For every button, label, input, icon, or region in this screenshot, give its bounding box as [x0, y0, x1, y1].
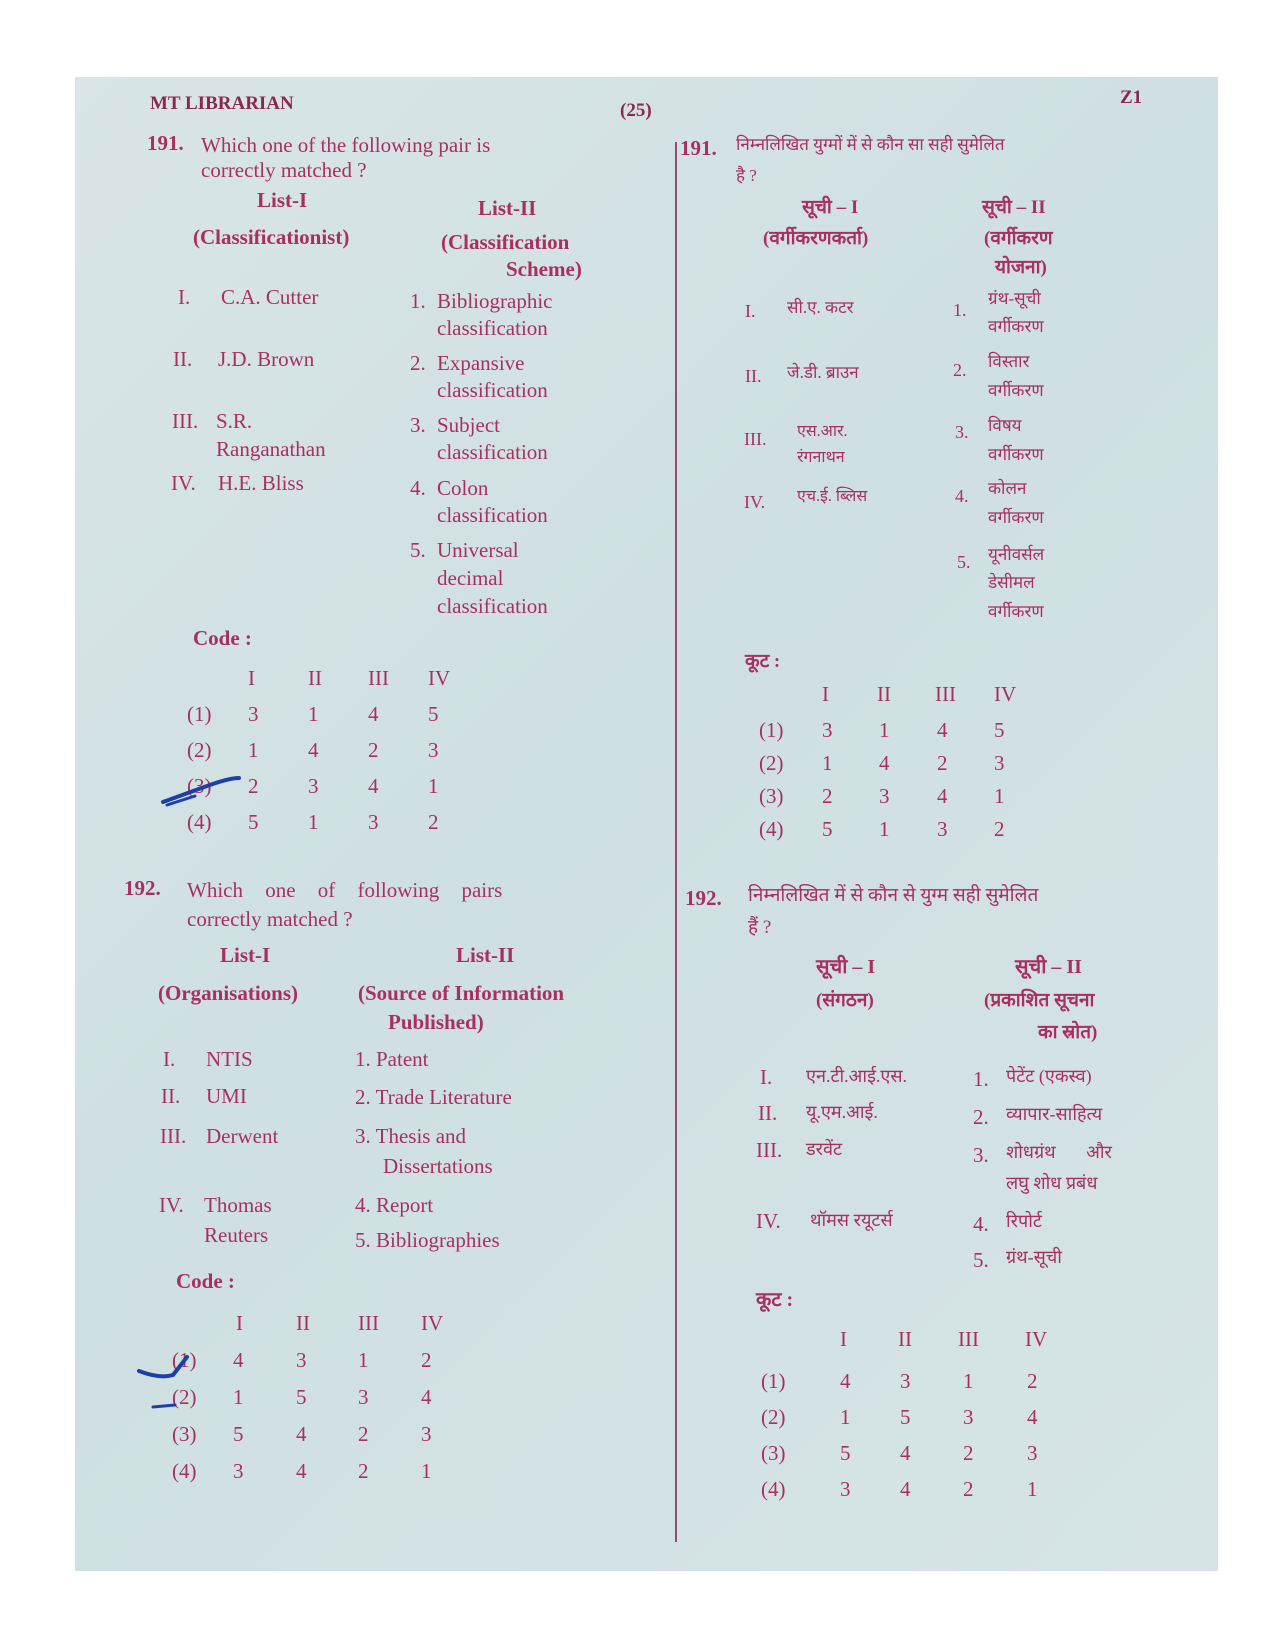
q191-right-1-num: 1. — [410, 289, 426, 313]
q191-code-row-2-col-0: (2) — [187, 738, 212, 762]
q191-stem-line1: Which one of the following pair is — [201, 133, 491, 157]
hq192-left-III-text: डरवेंट — [806, 1139, 843, 1159]
hq191-code-row-3-col-2: 3 — [879, 784, 890, 808]
hq191-left-III-text2: रंगनाथन — [797, 449, 845, 466]
hq191-right-3-num: 3. — [955, 422, 969, 442]
hq192-code-row-3-col-4: 3 — [1027, 1441, 1038, 1465]
q192-code-row-1-col-2: 3 — [296, 1348, 307, 1372]
hq191-code-head-I: I — [822, 682, 829, 706]
hq191-code-row-3-col-4: 1 — [994, 784, 1005, 808]
q192-left-II-text: UMI — [206, 1084, 247, 1108]
hq192-code-row-4-col-1: 3 — [840, 1477, 851, 1501]
hq192-code-head-II: II — [898, 1327, 912, 1351]
hq191-list1-title: सूची – I — [802, 197, 859, 218]
q191-code-row-1-col-0: (1) — [187, 702, 212, 726]
hq192-code-row-1-col-2: 3 — [900, 1369, 911, 1393]
q191-right-5-c: classification — [437, 594, 548, 618]
hq191-left-I-text: सी.ए. कटर — [787, 298, 854, 317]
q192-right-1: 1. Patent — [355, 1047, 429, 1071]
hq192-left-I-text: एन.टी.आई.एस. — [806, 1066, 908, 1086]
q191-list2-title: List-II — [478, 196, 537, 220]
q191-right-1-b: classification — [437, 316, 548, 340]
q192-left-III-text: Derwent — [206, 1124, 279, 1148]
hq191-code-row-4-col-2: 1 — [879, 817, 890, 841]
q192-list2-title: List-II — [456, 943, 515, 967]
hq191-code-head-II: II — [877, 682, 891, 706]
hq191-right-1-b: वर्गीकरण — [988, 317, 1044, 336]
hq192-code-head-III: III — [958, 1327, 979, 1351]
hq191-left-IV-text: एच.ई. ब्लिस — [797, 488, 868, 505]
q192-list2-subtitle-b: Published) — [388, 1010, 484, 1034]
q191-code-head-III: III — [368, 666, 389, 690]
hq192-left-I: I. — [760, 1065, 773, 1089]
hq191-left-IV: IV. — [744, 492, 766, 512]
q191-left-II-text: J.D. Brown — [218, 347, 315, 371]
hq192-code-row-1-col-3: 1 — [963, 1369, 974, 1393]
q192-left-I-text: NTIS — [206, 1047, 253, 1071]
q191-code-row-2-col-2: 4 — [308, 738, 319, 762]
q191-left-IV: IV. — [171, 471, 196, 495]
hq191-stem-line1: निम्नलिखित युग्मों में से कौन सा सही सुमेलित — [736, 135, 1005, 154]
hq192-left-II: II. — [758, 1101, 778, 1125]
hq191-left-II: II. — [745, 366, 762, 386]
hq192-right-4-num: 4. — [973, 1212, 989, 1236]
q191-number: 191. — [147, 131, 184, 155]
q191-code-row-1-col-1: 3 — [248, 702, 259, 726]
hq191-code-row-4-col-0: (4) — [759, 817, 784, 841]
hq191-right-2-b: वर्गीकरण — [988, 381, 1044, 400]
column-divider — [675, 142, 677, 1542]
hq192-code-row-1-col-0: (1) — [761, 1369, 786, 1393]
hq192-code-row-4-col-4: 1 — [1027, 1477, 1038, 1501]
hq192-code-row-3-col-2: 4 — [900, 1441, 911, 1465]
q191-code-row-1-col-3: 4 — [368, 702, 379, 726]
q191-code-head-I: I — [248, 666, 255, 690]
q192-code-row-4-col-4: 1 — [421, 1459, 432, 1483]
hq192-code-row-4-col-3: 2 — [963, 1477, 974, 1501]
q191-code-row-3-col-2: 3 — [308, 774, 319, 798]
hq191-right-4-a: कोलन — [988, 479, 1027, 498]
q191-right-5-b: decimal — [437, 566, 504, 590]
q191-right-2-b: classification — [437, 378, 548, 402]
q191-code-row-4-col-4: 2 — [428, 810, 439, 834]
q192-code-row-3-col-3: 2 — [358, 1422, 369, 1446]
q191-right-2-a: Expansive — [437, 351, 525, 375]
q192-left-III: III. — [160, 1124, 187, 1148]
hq191-code-row-1-col-0: (1) — [759, 718, 784, 742]
hq192-code-row-1-col-1: 4 — [840, 1369, 851, 1393]
hq191-code-row-4-col-1: 5 — [822, 817, 833, 841]
hq191-code-row-3-col-0: (3) — [759, 784, 784, 808]
q192-left-IV-text: Thomas — [204, 1193, 272, 1217]
hq191-code-row-2-col-1: 1 — [822, 751, 833, 775]
header-right: Z1 — [1120, 87, 1143, 108]
q192-code-row-2-col-2: 5 — [296, 1385, 307, 1409]
q191-left-I-text: C.A. Cutter — [221, 285, 319, 309]
q192-code-row-4-col-3: 2 — [358, 1459, 369, 1483]
pen-tick-mark-q192 — [135, 1349, 225, 1419]
hq192-right-5-num: 5. — [973, 1248, 989, 1272]
q192-stem-line1: Which one of following pairs — [187, 878, 503, 902]
q192-code-row-1-col-1: 4 — [233, 1348, 244, 1372]
hq192-code-label: कूट : — [756, 1289, 794, 1311]
hq192-code-row-2-col-4: 4 — [1027, 1405, 1038, 1429]
q191-right-3-a: Subject — [437, 413, 500, 437]
q192-code-row-1-col-4: 2 — [421, 1348, 432, 1372]
q192-stem-line2: correctly matched ? — [187, 907, 353, 931]
q192-left-IV: IV. — [159, 1193, 184, 1217]
hq191-code-row-3-col-1: 2 — [822, 784, 833, 808]
q192-code-row-3-col-1: 5 — [233, 1422, 244, 1446]
q192-code-row-1-col-3: 1 — [358, 1348, 369, 1372]
q191-left-III: III. — [172, 409, 199, 433]
hq192-code-row-2-col-1: 1 — [840, 1405, 851, 1429]
hq191-number: 191. — [680, 136, 717, 160]
hq191-code-row-4-col-4: 2 — [994, 817, 1005, 841]
q191-right-5-num: 5. — [410, 538, 426, 562]
hq192-right-3-text2: लघु शोध प्रबंध — [1006, 1173, 1098, 1193]
header-page-number: (25) — [620, 100, 652, 121]
hq191-code-row-2-col-4: 3 — [994, 751, 1005, 775]
q192-left-II: II. — [161, 1084, 181, 1108]
q192-list2-subtitle-a: (Source of Information — [358, 981, 565, 1005]
hq192-stem-line2: हैं ? — [748, 917, 772, 938]
q192-code-row-2-col-3: 3 — [358, 1385, 369, 1409]
hq192-code-row-4-col-2: 4 — [900, 1477, 911, 1501]
q192-code-row-2-col-0: (2) — [172, 1385, 197, 1409]
hq192-list2-title: सूची – II — [1015, 956, 1082, 978]
hq191-right-4-b: वर्गीकरण — [988, 508, 1044, 527]
hq191-right-1-num: 1. — [953, 300, 967, 320]
hq192-right-2-num: 2. — [973, 1105, 989, 1129]
q192-code-head-I: I — [236, 1311, 243, 1335]
hq192-code-row-1-col-4: 2 — [1027, 1369, 1038, 1393]
q192-code-row-2-col-1: 1 — [233, 1385, 244, 1409]
q191-right-3-num: 3. — [410, 413, 426, 437]
hq192-right-5-text: ग्रंथ-सूची — [1006, 1247, 1062, 1267]
q191-left-IV-text: H.E. Bliss — [218, 471, 304, 495]
pen-tick-mark-q191 — [155, 772, 245, 812]
hq192-right-3-num: 3. — [973, 1143, 989, 1167]
q191-code-row-2-col-1: 1 — [248, 738, 259, 762]
hq191-code-row-2-col-0: (2) — [759, 751, 784, 775]
q191-code-row-4-col-2: 1 — [308, 810, 319, 834]
hq191-code-row-2-col-3: 2 — [937, 751, 948, 775]
hq192-list1-subtitle: (संगठन) — [816, 990, 874, 1011]
q192-list1-subtitle: (Organisations) — [158, 981, 299, 1005]
hq191-code-row-1-col-4: 5 — [994, 718, 1005, 742]
q192-code-head-IV: IV — [421, 1311, 444, 1335]
q192-right-3-b: Dissertations — [383, 1154, 493, 1178]
q192-code-row-3-col-4: 3 — [421, 1422, 432, 1446]
hq192-right-1-text: पेटेंट (एकस्व) — [1006, 1066, 1092, 1086]
hq191-left-III-text: एस.आर. — [797, 423, 848, 440]
q191-right-1-a: Bibliographic — [437, 289, 553, 313]
hq191-right-3-b: वर्गीकरण — [988, 445, 1044, 464]
hq192-code-row-3-col-3: 2 — [963, 1441, 974, 1465]
hq191-left-I: I. — [745, 301, 756, 321]
q191-right-5-a: Universal — [437, 538, 519, 562]
q191-list2-subtitle-a: (Classification — [441, 230, 570, 254]
q191-left-III-text: S.R. — [216, 409, 253, 433]
hq191-code-row-3-col-3: 4 — [937, 784, 948, 808]
hq191-code-row-4-col-3: 3 — [937, 817, 948, 841]
hq192-code-head-I: I — [840, 1327, 847, 1351]
q192-code-head-II: II — [296, 1311, 310, 1335]
q192-left-I: I. — [163, 1047, 176, 1071]
hq191-code-row-2-col-2: 4 — [879, 751, 890, 775]
hq191-right-5-c: वर्गीकरण — [988, 602, 1044, 621]
q192-number: 192. — [124, 876, 161, 900]
hq191-code-head-III: III — [935, 682, 956, 706]
q192-code-row-3-col-0: (3) — [172, 1422, 197, 1446]
hq192-code-row-2-col-0: (2) — [761, 1405, 786, 1429]
q192-code-row-4-col-1: 3 — [233, 1459, 244, 1483]
q191-list1-title: List-I — [257, 188, 308, 212]
hq191-right-5-b: डेसीमल — [988, 573, 1035, 592]
q191-right-4-b: classification — [437, 503, 548, 527]
hq191-code-head-IV: IV — [994, 682, 1017, 706]
q191-code-row-3-col-4: 1 — [428, 774, 439, 798]
q192-right-3: 3. Thesis and — [355, 1124, 467, 1148]
hq192-list2-subtitle-b: का स्रोत) — [1038, 1022, 1098, 1043]
q191-stem-line2: correctly matched ? — [201, 158, 367, 182]
q191-list2-subtitle-b: Scheme) — [506, 257, 582, 281]
q192-left-IV-text2: Reuters — [204, 1223, 269, 1247]
q192-right-5: 5. Bibliographies — [355, 1228, 500, 1252]
q192-code-head-III: III — [358, 1311, 379, 1335]
hq191-stem-line2: है ? — [736, 166, 757, 185]
hq191-list2-subtitle-a: (वर्गीकरण — [984, 228, 1053, 249]
q191-code-row-2-col-4: 3 — [428, 738, 439, 762]
q192-code-row-2-col-4: 4 — [421, 1385, 432, 1409]
q191-left-III-text2: Ranganathan — [216, 437, 326, 461]
exam-page — [75, 77, 1218, 1571]
hq192-left-II-text: यू.एम.आई. — [806, 1102, 878, 1122]
hq191-code-row-1-col-1: 3 — [822, 718, 833, 742]
hq191-right-5-a: यूनीवर्सल — [988, 545, 1045, 564]
q191-code-row-4-col-1: 5 — [248, 810, 259, 834]
hq192-code-row-2-col-2: 5 — [900, 1405, 911, 1429]
q191-right-2-num: 2. — [410, 351, 426, 375]
hq192-code-row-3-col-0: (3) — [761, 1441, 786, 1465]
hq192-code-row-3-col-1: 5 — [840, 1441, 851, 1465]
q192-right-2: 2. Trade Literature — [355, 1085, 512, 1109]
q192-right-4: 4. Report — [355, 1193, 434, 1217]
hq192-list1-title: सूची – I — [816, 956, 876, 978]
hq192-right-3-text: शोधग्रंथ और — [1006, 1142, 1112, 1162]
hq192-right-1-num: 1. — [973, 1067, 989, 1091]
q191-code-row-1-col-4: 5 — [428, 702, 439, 726]
hq191-right-2-num: 2. — [953, 360, 967, 380]
hq191-right-4-num: 4. — [955, 486, 969, 506]
hq191-list2-title: सूची – II — [982, 197, 1046, 218]
hq192-code-row-4-col-0: (4) — [761, 1477, 786, 1501]
q192-code-row-4-col-0: (4) — [172, 1459, 197, 1483]
hq191-right-3-a: विषय — [988, 416, 1022, 435]
q191-code-row-4-col-0: (4) — [187, 810, 212, 834]
q192-code-row-1-col-0: (1) — [172, 1348, 197, 1372]
hq192-number: 192. — [685, 886, 722, 910]
hq192-right-2-text: व्यापार-साहित्य — [1006, 1104, 1103, 1124]
hq191-right-5-num: 5. — [957, 552, 971, 572]
hq192-stem-line1: निम्नलिखित में से कौन से युग्म सही सुमेलित — [748, 885, 1039, 906]
hq191-right-2-a: विस्तार — [988, 352, 1030, 371]
hq191-list1-subtitle: (वर्गीकरणकर्ता) — [763, 228, 869, 249]
q191-left-I: I. — [178, 285, 191, 309]
hq191-code-label: कूट : — [745, 651, 781, 672]
hq191-left-III: III. — [744, 429, 767, 449]
hq192-list2-subtitle-a: (प्रकाशित सूचना — [984, 990, 1095, 1011]
q191-code-row-2-col-3: 2 — [368, 738, 379, 762]
q191-code-head-II: II — [308, 666, 322, 690]
hq191-code-row-1-col-3: 4 — [937, 718, 948, 742]
hq191-list2-subtitle-b: योजना) — [995, 257, 1047, 278]
q191-code-label: Code : — [193, 626, 252, 650]
hq191-right-1-a: ग्रंथ-सूची — [988, 289, 1041, 308]
q191-code-row-3-col-3: 4 — [368, 774, 379, 798]
q191-code-row-1-col-2: 1 — [308, 702, 319, 726]
q191-code-head-IV: IV — [428, 666, 451, 690]
q192-list1-title: List-I — [220, 943, 271, 967]
hq192-left-IV-text: थॉमस रयूटर्स — [810, 1210, 893, 1230]
hq191-left-II-text: जे.डी. ब्राउन — [787, 363, 859, 382]
hq192-left-III: III. — [756, 1138, 783, 1162]
q191-right-4-num: 4. — [410, 476, 426, 500]
q192-code-row-4-col-2: 4 — [296, 1459, 307, 1483]
q192-code-label: Code : — [176, 1269, 235, 1293]
q191-code-row-3-col-0: (3) — [187, 774, 212, 798]
q191-right-4-a: Colon — [437, 476, 489, 500]
q192-code-row-3-col-2: 4 — [296, 1422, 307, 1446]
header-left: MT LIBRARIAN — [150, 93, 294, 114]
q191-code-row-4-col-3: 3 — [368, 810, 379, 834]
q191-code-row-3-col-1: 2 — [248, 774, 259, 798]
q191-right-3-b: classification — [437, 440, 548, 464]
q191-left-II: II. — [173, 347, 193, 371]
hq192-code-row-2-col-3: 3 — [963, 1405, 974, 1429]
hq192-left-IV: IV. — [756, 1209, 781, 1233]
hq192-right-4-text: रिपोर्ट — [1006, 1211, 1042, 1231]
hq192-code-head-IV: IV — [1025, 1327, 1048, 1351]
q191-list1-subtitle: (Classificationist) — [193, 225, 350, 249]
hq191-code-row-1-col-2: 1 — [879, 718, 890, 742]
